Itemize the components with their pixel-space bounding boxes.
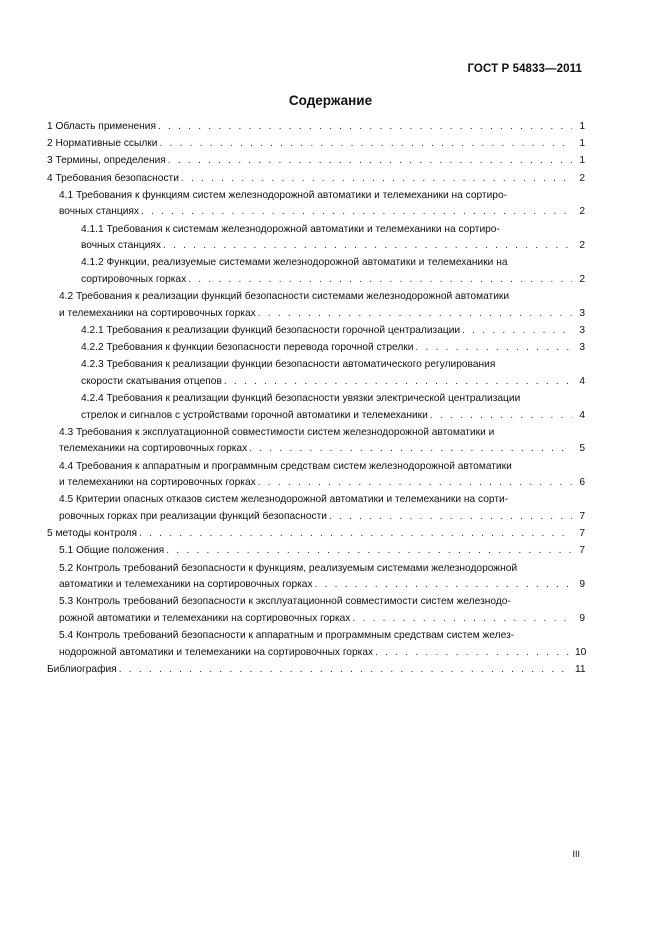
dot-leader	[415, 340, 572, 357]
dot-leader	[352, 611, 572, 628]
toc-entry-text: 4.1.1 Требования к системам железнодорожной автоматики и телемеханики на сортиро-	[81, 223, 500, 235]
toc-page-number: 6	[579, 477, 585, 489]
toc-entry-text: вочных станциях	[59, 206, 139, 218]
toc-entry-text: вочных станциях	[81, 240, 161, 252]
toc-page-number: 11	[575, 663, 586, 675]
dot-leader	[181, 171, 572, 188]
dot-leader	[375, 645, 572, 662]
dot-leader	[188, 272, 572, 289]
toc-entry[interactable]	[47, 561, 585, 594]
toc-entry-text: 5.2 Контроль требований безопасности к функциям, реализуемым системами железнодорожной	[59, 562, 518, 574]
toc-entry-text: 4.2.2 Требования к функции безопасности перевода горочной стрелки	[81, 342, 414, 354]
toc-entry-text: телемеханики на сортировочных горках	[59, 443, 248, 455]
toc-entry-text: 5.4 Контроль требований безопасности к аппаратным и программным средствам систем желез-	[59, 630, 515, 642]
toc-entry[interactable]	[47, 188, 585, 221]
toc-entry[interactable]	[47, 594, 585, 627]
toc-page-number: 7	[579, 510, 585, 522]
toc-entry-text: и телемеханики на сортировочных горках	[59, 477, 256, 489]
table-of-contents	[47, 119, 585, 679]
toc-entry-text: рожной автоматики и телемеханики на сортировочных горках	[59, 612, 351, 624]
toc-entry[interactable]	[47, 340, 585, 357]
toc-entry[interactable]	[47, 153, 585, 170]
dot-leader	[430, 408, 572, 425]
toc-page-number: 3	[579, 307, 585, 319]
dot-leader	[159, 136, 572, 153]
toc-entry-text: нодорожной автоматики и телемеханики на сортировочных горках	[59, 646, 374, 658]
dot-leader	[166, 543, 572, 560]
toc-entry-text: автоматики и телемеханики на сортировочных горках	[59, 579, 313, 591]
toc-entry-text: 3 Термины, определения	[47, 155, 166, 167]
dot-leader	[462, 323, 572, 340]
toc-entry[interactable]	[47, 255, 585, 288]
toc-entry[interactable]	[47, 119, 585, 136]
dot-leader	[224, 374, 572, 391]
toc-entry[interactable]	[47, 662, 585, 679]
toc-page-number: 2	[579, 206, 585, 218]
toc-page-number: 4	[579, 409, 585, 421]
dot-leader	[119, 662, 572, 679]
toc-page-number: 1	[579, 138, 585, 150]
toc-entry[interactable]	[47, 459, 585, 492]
toc-entry[interactable]	[47, 222, 585, 255]
toc-entry-text: ровочных горках при реализации функций безопасности	[59, 510, 327, 522]
toc-page-number: 3	[579, 324, 585, 336]
toc-entry-text: 4.1 Требования к функциям систем железнодорожной автоматики и телемеханики на сортиро-	[59, 189, 508, 201]
dot-leader	[315, 577, 572, 594]
toc-entry[interactable]	[47, 357, 585, 390]
toc-entry-text: 4 Требования безопасности	[47, 172, 179, 184]
toc-entry-text: 4.2 Требования к реализации функций безопасности системами железнодорожной автоматики	[59, 291, 510, 303]
toc-entry-text: 4.2.1 Требования к реализации функций безопасности горочной централизации	[81, 324, 461, 336]
page-number: III	[572, 849, 580, 859]
toc-page-number: 1	[579, 121, 585, 132]
toc-entry-text: 4.1.2 Функции, реализуемые системами железнодорожной автоматики и телемеханики на	[81, 257, 508, 269]
toc-entry-text: Библиография	[47, 663, 117, 675]
toc-entry[interactable]	[47, 425, 585, 458]
dot-leader	[139, 526, 572, 543]
toc-page-number: 7	[579, 528, 585, 540]
toc-page-number: 2	[579, 240, 585, 252]
toc-entry[interactable]	[47, 543, 585, 560]
toc-entry[interactable]	[47, 136, 585, 153]
toc-entry[interactable]	[47, 492, 585, 525]
toc-entry-text: 5.3 Контроль требований безопасности к эксплуатационной совместимости систем железнодо-	[59, 596, 511, 608]
dot-leader	[258, 475, 572, 492]
toc-page-number: 5	[579, 443, 585, 455]
toc-entry[interactable]	[47, 171, 585, 188]
dot-leader	[249, 441, 572, 458]
toc-page-number: 4	[579, 375, 585, 387]
toc-entry-text: 4.2.3 Требования к реализации функции безопасности автоматического регулирования	[81, 359, 496, 371]
toc-page-number: 1	[579, 155, 585, 167]
toc-page-number: 9	[579, 579, 585, 591]
toc-page-number: 2	[579, 273, 585, 285]
dot-leader	[329, 509, 572, 526]
document-standard-number: ГОСТ Р 54833—2011	[467, 63, 582, 75]
toc-entry[interactable]	[47, 526, 585, 543]
toc-entry-text: 1 Область применения	[47, 121, 156, 132]
toc-entry-text: 4.2.4 Требования к реализации функций безопасности увязки электрической централизации	[81, 393, 521, 405]
page-title: Содержание	[288, 93, 373, 108]
dot-leader	[158, 119, 572, 136]
toc-page-number: 7	[579, 545, 585, 557]
toc-entry-text: стрелок и сигналов с устройствами горочной автоматики и телемеханики	[81, 409, 428, 421]
toc-entry-text: 4.4 Требования к аппаратным и программным средствам систем железнодорожной автоматики	[59, 460, 512, 472]
toc-entry-text: и телемеханики на сортировочных горках	[59, 307, 256, 319]
dot-leader	[258, 306, 572, 323]
toc-entry[interactable]	[47, 289, 585, 322]
toc-entry-text: 4.3 Требования к эксплуатационной совместимости систем железнодорожной автоматики и	[59, 426, 495, 438]
dot-leader	[168, 153, 572, 170]
toc-entry-text: 2 Нормативные ссылки	[47, 138, 158, 150]
toc-entry[interactable]	[47, 323, 585, 340]
toc-entry-text: 5 методы контроля	[47, 528, 138, 540]
toc-page-number: 10	[575, 646, 587, 658]
toc-page-number: 2	[579, 172, 585, 184]
toc-entry-text: скорости скатывания отцепов	[81, 375, 222, 387]
toc-entry[interactable]	[47, 628, 585, 661]
toc-page-number: 3	[579, 342, 585, 354]
toc-entry-text: 5.1 Общие положения	[59, 545, 165, 557]
toc-entry-text: сортировочных горках	[81, 273, 187, 285]
toc-entry-text: 4.5 Критерии опасных отказов систем железнодорожной автоматики и телемеханики на сорти-	[59, 494, 509, 506]
dot-leader	[163, 238, 572, 255]
toc-entry[interactable]	[47, 391, 585, 424]
toc-page-number: 9	[579, 612, 585, 624]
dot-leader	[141, 204, 572, 221]
